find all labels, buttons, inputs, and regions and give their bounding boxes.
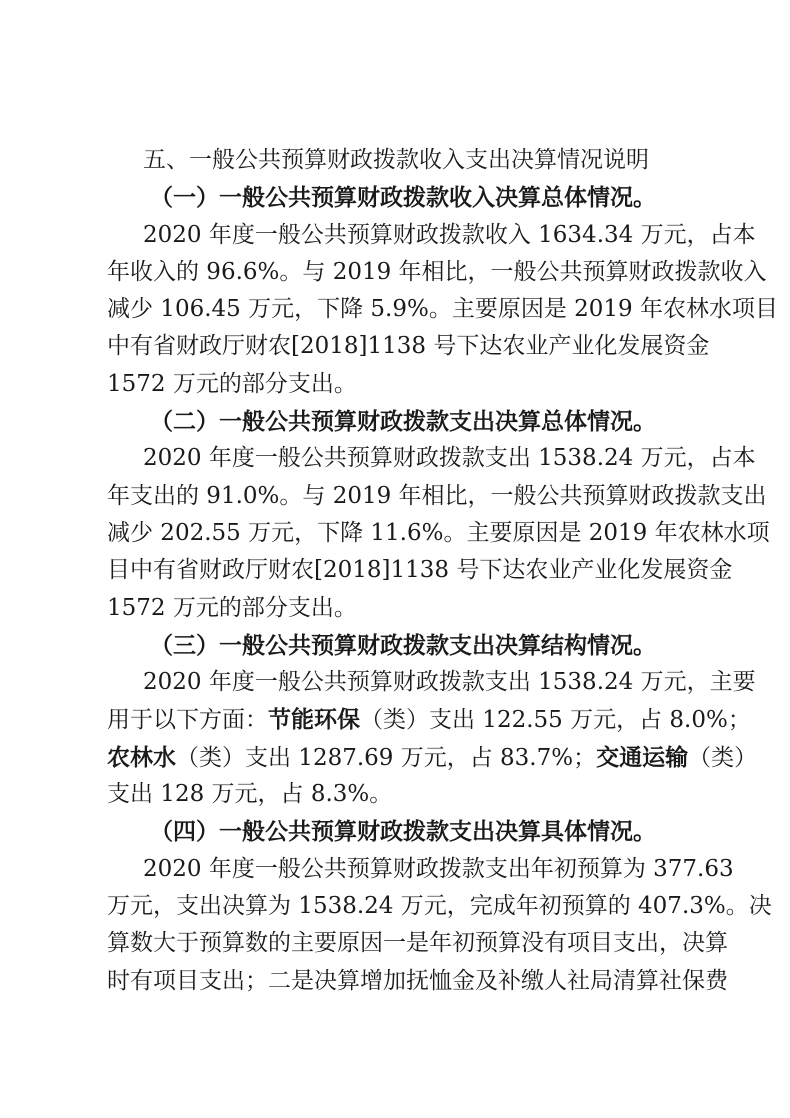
text: 用于以下方面： — [107, 707, 268, 734]
text-line — [107, 366, 685, 403]
text: 2020 年度一般公共预算财政拨款支出 1538.24 万元，占本 — [143, 445, 756, 472]
text-line — [107, 217, 756, 254]
text-line — [107, 590, 685, 627]
bold-text: （一）一般公共预算财政拨款收入决算总体情况。 — [150, 184, 656, 212]
text-line — [107, 515, 770, 552]
text: 年支出的 91.0%。与 2019 年相比，一般公共预算财政拨款支出 — [107, 482, 767, 509]
text-line — [107, 664, 756, 701]
document-page — [107, 142, 778, 1000]
text: 支出 128 万元，占 8.3%。 — [107, 781, 393, 808]
text-line — [107, 478, 767, 515]
bold-text: （四）一般公共预算财政拨款支出决算具体情况。 — [150, 818, 656, 846]
bold-text: 节能环保 — [268, 706, 360, 734]
text-line — [107, 328, 710, 365]
text: 时有项目支出；二是决算增加抚恤金及补缴人社局清算社保费 — [107, 967, 728, 994]
text-line — [107, 440, 756, 477]
section-heading — [107, 403, 685, 440]
text: 2020 年度一般公共预算财政拨款支出年初预算为 377.63 — [143, 855, 734, 882]
section-heading — [107, 813, 685, 850]
section-heading — [107, 627, 685, 664]
bold-text: （二）一般公共预算财政拨款支出决算总体情况。 — [150, 408, 656, 436]
text: 减少 106.45 万元，下降 5.9%。主要原因是 2019 年农林水项目 — [107, 296, 778, 323]
text-line — [107, 739, 758, 776]
text: （类）支出 1287.69 万元，占 83.7%； — [176, 744, 597, 771]
text: 算数大于预算数的主要原因一是年初预算没有项目支出，决算 — [107, 930, 728, 957]
text: 中有省财政厅财农[2018]1138 号下达农业产业化发展资金 — [107, 333, 710, 360]
bold-text: 农林水 — [107, 743, 176, 771]
text-line — [107, 963, 728, 1000]
text-line — [107, 776, 685, 813]
text-line — [107, 552, 733, 589]
text: 五、一般公共预算财政拨款收入支出决算情况说明 — [143, 147, 649, 173]
text: 1572 万元的部分支出。 — [107, 370, 357, 397]
text-line — [107, 851, 734, 888]
text-line — [107, 925, 728, 962]
bold-text: 交通运输 — [596, 743, 689, 771]
text: （类）支出 122.55 万元，占 8.0%； — [360, 707, 751, 734]
text-line — [107, 888, 772, 925]
text-line — [107, 291, 778, 328]
text: 2020 年度一般公共预算财政拨款支出 1538.24 万元，主要 — [143, 669, 756, 696]
text: 减少 202.55 万元，下降 11.6%。主要原因是 2019 年农林水项 — [107, 519, 770, 546]
text-line — [107, 254, 767, 291]
text: 年收入的 96.6%。与 2019 年相比，一般公共预算财政拨款收入 — [107, 258, 767, 285]
text: 2020 年度一般公共预算财政拨款收入 1634.34 万元，占本 — [143, 221, 756, 248]
section-heading — [107, 179, 685, 216]
text: （类） — [688, 744, 758, 771]
text: 1572 万元的部分支出。 — [107, 594, 357, 621]
text: 万元，支出决算为 1538.24 万元，完成年初预算的 407.3%。决 — [107, 892, 772, 919]
text: 目中有省财政厅财农[2018]1138 号下达农业产业化发展资金 — [107, 557, 733, 584]
bold-text: （三）一般公共预算财政拨款支出决算结构情况。 — [150, 631, 656, 659]
text-line — [107, 701, 751, 738]
section-title — [107, 142, 685, 179]
